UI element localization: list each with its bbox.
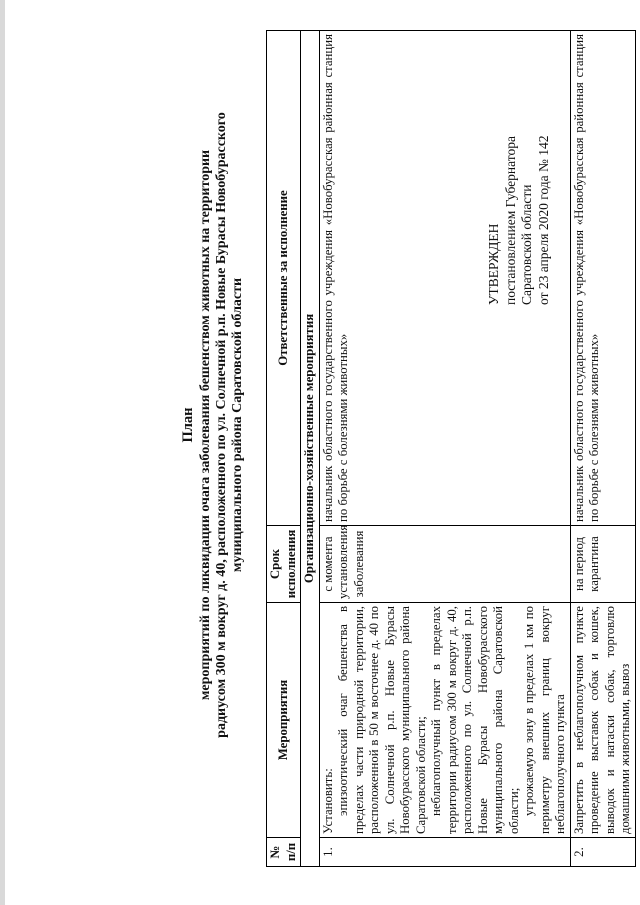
document-title: [180, 65, 246, 785]
title-line: муниципального района Саратовской области: [230, 277, 245, 573]
row-measure: [319, 603, 570, 838]
section-title: Организационно-хозяйственные мероприятия: [301, 31, 320, 867]
row-term: на период карантина: [570, 526, 635, 603]
measure-paragraph: угрожаемую зону в пределах 1 км по периметру внешних границ вокруг неблагополучного пункта: [522, 606, 567, 834]
approval-line: постановлением Губернатора: [502, 136, 518, 305]
section-row: [301, 31, 320, 867]
measure-paragraph: эпизоотический очаг бешенства в пределах части природной территории, расположенной в 50 м восточнее д. 40 по ул. Солнечной р.п. Новые Бурасы Новобурасского муниципального района Саратовской области;: [336, 606, 428, 834]
plan-table: [266, 30, 636, 867]
row-term: с момента установления заболевания: [319, 526, 570, 603]
title-line: мероприятий по ликвидации очага заболевания бешенством животных на территории: [198, 149, 213, 701]
header-num: № п/п: [267, 838, 301, 867]
measure-heading: Установить:: [320, 768, 335, 834]
row-number: 2.: [570, 838, 635, 867]
approval-line: УТВЕРЖДЕН: [486, 223, 501, 305]
approval-line: от 23 апреля 2020 года № 142: [535, 135, 551, 305]
table-row: [570, 31, 635, 867]
measure-paragraph: неблагополучный пункт в пределах территории радиусом 300 м вокруг д. 40, расположенного по ул. Солнечной р.п. Новые Бурасы Новобурасского муниципального района Саратовской области;: [429, 606, 521, 834]
header-measure: Мероприятия: [267, 603, 301, 838]
table-row: [319, 31, 570, 867]
table-header-row: [267, 31, 301, 867]
row-number: 1.: [319, 838, 570, 867]
header-responsible: Ответственные за исполнение: [267, 31, 301, 526]
row-responsible: начальник областного государственного учреждения «Новобурасская районная станция по борьбе с болезнями животных»: [319, 31, 570, 526]
header-term: Срок исполнения: [267, 526, 301, 603]
row-measure: Запретить в неблагополучном пункте проведение выставок собак и кошек, выводок и натаски собак, торговлю домашними животными, вывоз: [570, 603, 635, 838]
row-responsible: начальник областного государственного учреждения «Новобурасская районная станция по борьбе с болезнями животных»: [570, 31, 635, 526]
title-heading: План: [180, 407, 196, 443]
title-line: радиусом 300 м вокруг д. 40, расположенного по ул. Солнечной р.п. Новые Бурасы Новобурасского: [214, 112, 229, 738]
approval-line: Саратовской области: [519, 184, 534, 305]
